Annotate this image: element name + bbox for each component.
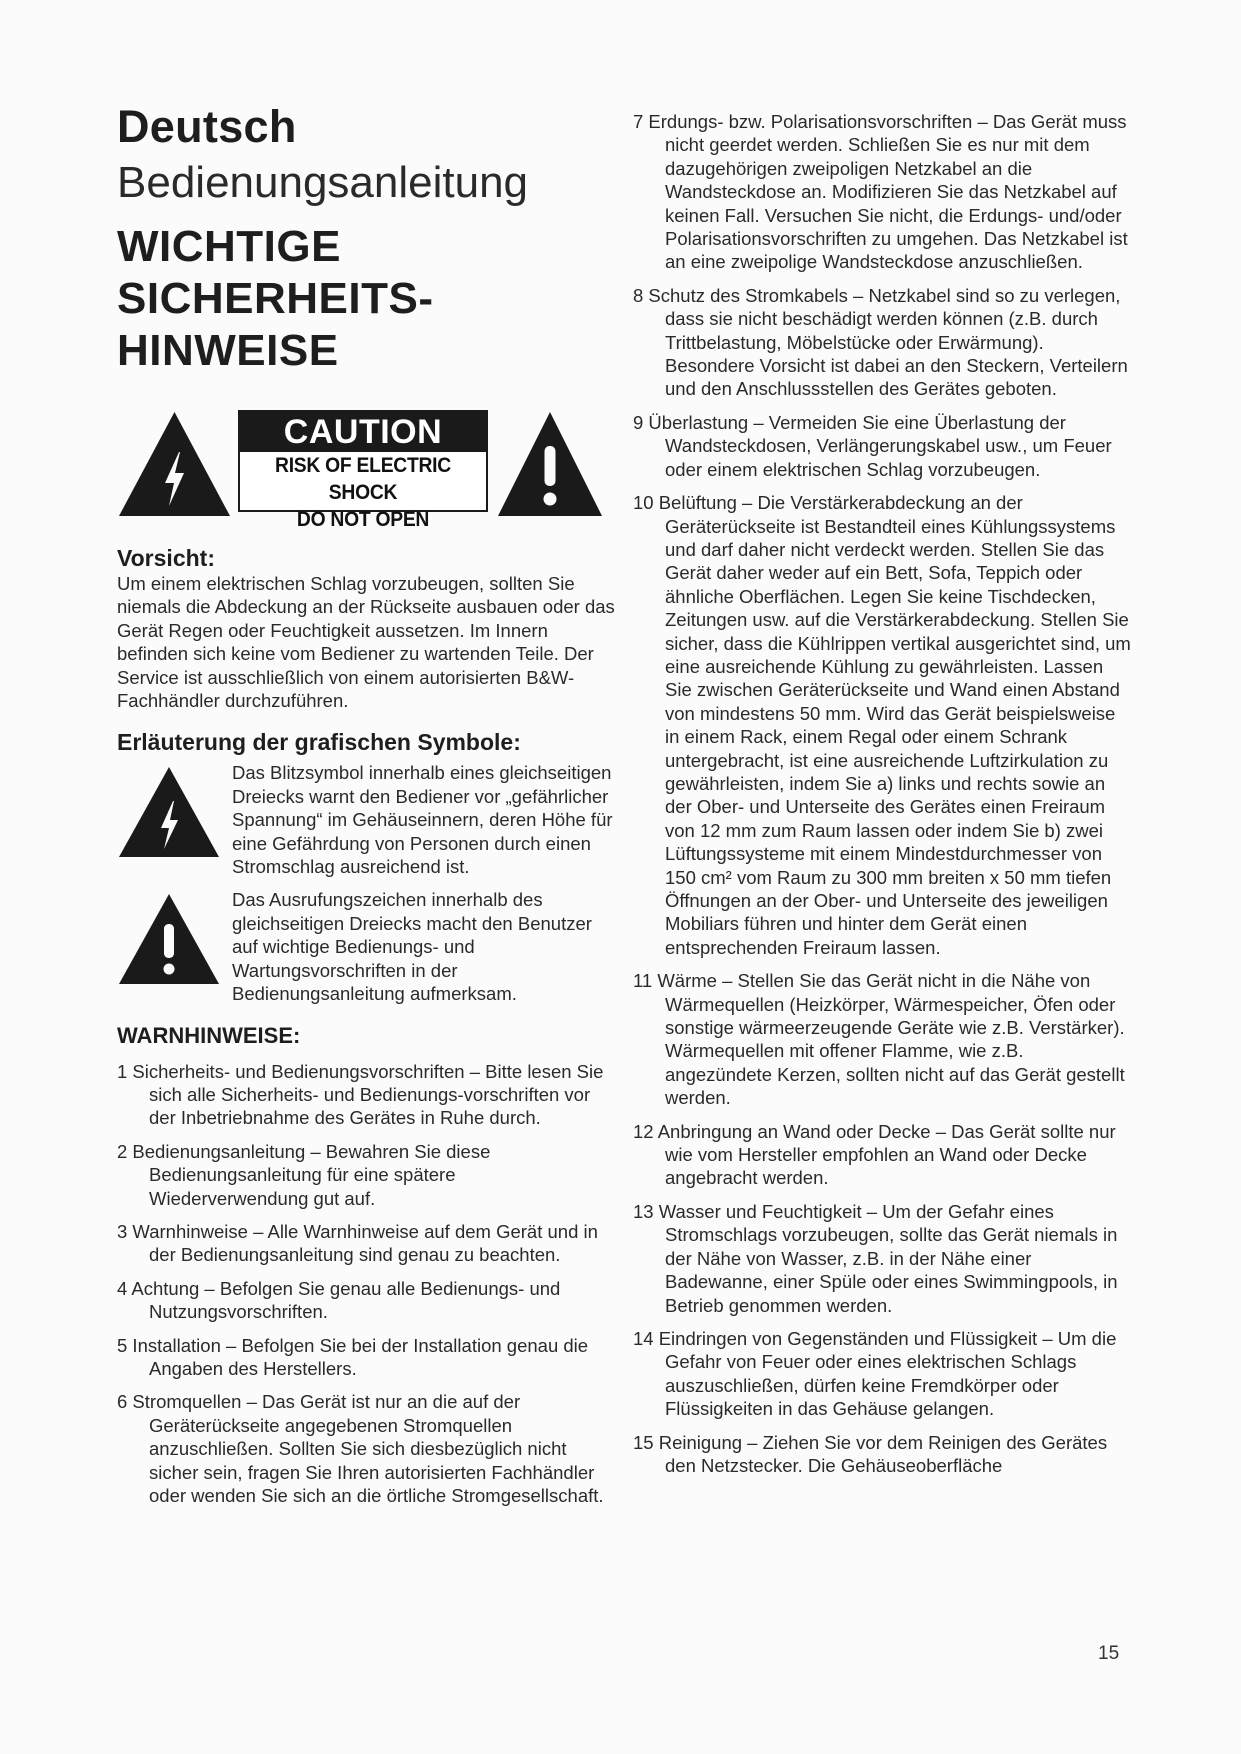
warning-item-2: 2 Bedienungsanleitung – Bewahren Sie diese Bedienungsanleitung für eine spätere Wiederverwendung gut auf. <box>117 1140 491 1209</box>
caution-label-graphic <box>117 410 615 531</box>
caution-text: Um einem elektrischen Schlag vorzubeugen, sollten Sie niemals die Abdeckung an der Rückseite ausbauen oder das Gerät Regen oder Feuchtigkeit aussetzen. Im Innern befinden sich keine vom Bediener zu wartenden Teile. Der Service ist ausschließlich von einem autorisierten B&W-Fachhändler durchzuführen. <box>117 573 615 712</box>
lightning-symbol-text: Das Blitzsymbol innerhalb eines gleichseitigen Dreiecks warnt den Bediener vor „gefährlicher Spannung“ im Gehäuseinnern, deren Höhe für eine Gefährdung von Personen durch einen Stromschlag ausreichend ist. <box>232 762 613 878</box>
warning-item-1: 1 Sicherheits- und Bedienungsvorschriften – Bitte lesen Sie sich alle Sicherheits- und Bedienungs-vorschriften vor der Inbetriebnahme des Gerätes in Ruhe durch. <box>117 1060 604 1129</box>
exclamation-warning-icon <box>496 410 604 518</box>
caution-line-2: DO NOT OPEN <box>296 508 430 531</box>
exclamation-symbol-icon <box>117 892 221 986</box>
left-column <box>117 100 615 1507</box>
warning-item-15: 15 Reinigung – Ziehen Sie vor dem Reinigen des Gerätes den Netzstecker. Die Gehäuseoberfläche <box>633 1431 1108 1476</box>
exclamation-symbol-text: Das Ausrufungszeichen innerhalb des gleichseitigen Dreiecks macht den Benutzer auf wichtige Bedienungs- und Wartungsvorschriften in der Bedienungsanleitung aufmerksam. <box>232 889 592 1005</box>
safety-title-line-2: SICHERHEITS- <box>117 274 434 323</box>
page-number: 15 <box>1098 1643 1120 1664</box>
exclamation-symbol-explanation <box>117 888 615 1005</box>
warning-item-8: 8 Schutz des Stromkabels – Netzkabel sind so zu verlegen, dass sie nicht beschädigt werden können (z.B. durch Trittbelastung, Möbelstücke oder Erwärmung). Besondere Vorsicht ist dabei an den Steckern, Verteilern und den Anschlussstellen des Gerätes geboten. <box>633 284 1128 400</box>
warning-item-10: 10 Belüftung – Die Verstärkerabdeckung an der Geräterückseite ist Bestandteil eines Kühlungssystems und darf daher nicht verdeckt werden. Stellen Sie das Gerät daher weder auf ein Bett, Sofa, Teppich oder ähnliche Oberflächen. Legen Sie keine Tischdecken, Zeitungen usw. auf die Verstärkerabdeckung. Stellen Sie sicher, dass die Kühlrippen vertikal ausgerichtet sind, um eine ausreichende Kühlung zu gewährleisten. Lassen Sie zwischen Geräterückseite und Wand einen Abstand von mindestens 50 mm. Wird das Gerät beispielsweise in einem Rack, einem Regal oder einem Schrank untergebracht, ist eine ausreichende Luftzirkulation zu gewährleisten, indem Sie a) links und rechts sowie an der Ober- und Unterseite des Gerätes einen Freiraum von 12 mm zum Raum lassen oder indem Sie b) zwei Lüftungssysteme mit einem Mindestdurchmesser von 150 cm² vom Raum zu 300 mm breiten x 50 mm tiefen Öffnungen an der Ober- und Unterseite des jeweiligen Mobiliars führen und hinter dem Gerät einen entsprechenden Freiraum lassen. <box>633 492 1131 958</box>
warning-item-14: 14 Eindringen von Gegenständen und Flüssigkeit – Um die Gefahr von Feuer oder eines elektrischen Schlags auszuschließen, dürfen keine Fremdkörper oder Flüssigkeiten in das Gehäuse gelangen. <box>633 1327 1117 1420</box>
warnings-heading: WARNHINWEISE: <box>117 1022 301 1048</box>
warning-item-13: 13 Wasser und Feuchtigkeit – Um der Gefahr eines Stromschlags vorzubeugen, sollte das Gerät niemals in der Nähe von Wasser, z.B. in der Nähe einer Badewanne, einer Spüle oder eines Swimmingpools, in Betrieb genommen werden. <box>633 1200 1118 1316</box>
caution-line-1: RISK OF ELECTRIC SHOCK <box>275 454 451 504</box>
warning-item-12: 12 Anbringung an Wand oder Decke – Das Gerät sollte nur wie vom Hersteller empfohlen an Wand oder Decke angebracht werden. <box>633 1120 1116 1189</box>
language-heading: Deutsch <box>117 101 297 152</box>
safety-title <box>117 221 615 377</box>
caution-label <box>238 410 488 531</box>
lightning-warning-icon <box>117 410 232 518</box>
warning-item-6: 6 Stromquellen – Das Gerät ist nur an die auf der Geräterückseite angegebenen Stromquellen anzuschließen. Sollten Sie sich diesbezüglich nicht sicher sein, fragen Sie Ihren autorisierten Fachhändler oder wenden Sie sich an die örtliche Stromgesellschaft. <box>117 1391 604 1506</box>
warning-item-3: 3 Warnhinweise – Alle Warnhinweise auf dem Gerät und in der Bedienungsanleitung sind genau zu beachten. <box>117 1220 598 1266</box>
caution-title: CAUTION <box>240 412 486 452</box>
document-title: Bedienungsanleitung <box>117 158 529 207</box>
caution-heading: Vorsicht: <box>117 545 215 571</box>
safety-title-line-3: HINWEISE <box>117 326 339 375</box>
lightning-symbol-icon <box>117 765 221 859</box>
right-column <box>633 110 1133 1487</box>
warning-item-11: 11 Wärme – Stellen Sie das Gerät nicht in die Nähe von Wärmequellen (Heizkörper, Wärmespeicher, Öfen oder sonstige wärmeerzeugende Geräte wie z.B. Verstärker). Wärmequellen mit offener Flamme, wie z.B. angezündete Kerzen, sollten nicht auf das Gerät gestellt werden. <box>633 970 1125 1109</box>
lightning-symbol-explanation <box>117 761 615 878</box>
warning-item-7: 7 Erdungs- bzw. Polarisationsvorschriften – Das Gerät muss nicht geerdet werden. Schließen Sie es nur mit dem dazugehörigen zweipoligen Netzkabel an die Wandsteckdose an. Modifizieren Sie das Netzkabel auf keinen Fall. Versuchen Sie nicht, die Erdungs- und/oder Polarisationsvorschriften zu umgehen. Das Netzkabel ist an eine zweipolige Wandsteckdose anzuschließen. <box>633 111 1128 273</box>
warning-item-5: 5 Installation – Befolgen Sie bei der Installation genau die Angaben des Herstellers. <box>117 1334 589 1379</box>
symbols-heading: Erläuterung der grafischen Symbole: <box>117 729 521 756</box>
warning-item-9: 9 Überlastung – Vermeiden Sie eine Überlastung der Wandsteckdosen, Verlängerungskabel usw., um Feuer oder einem elektrischen Schlag vorzubeugen. <box>633 411 1112 480</box>
warning-item-4: 4 Achtung – Befolgen Sie genau alle Bedienungs- und Nutzungsvorschriften. <box>117 1277 561 1323</box>
safety-title-line-1: WICHTIGE <box>117 222 341 271</box>
